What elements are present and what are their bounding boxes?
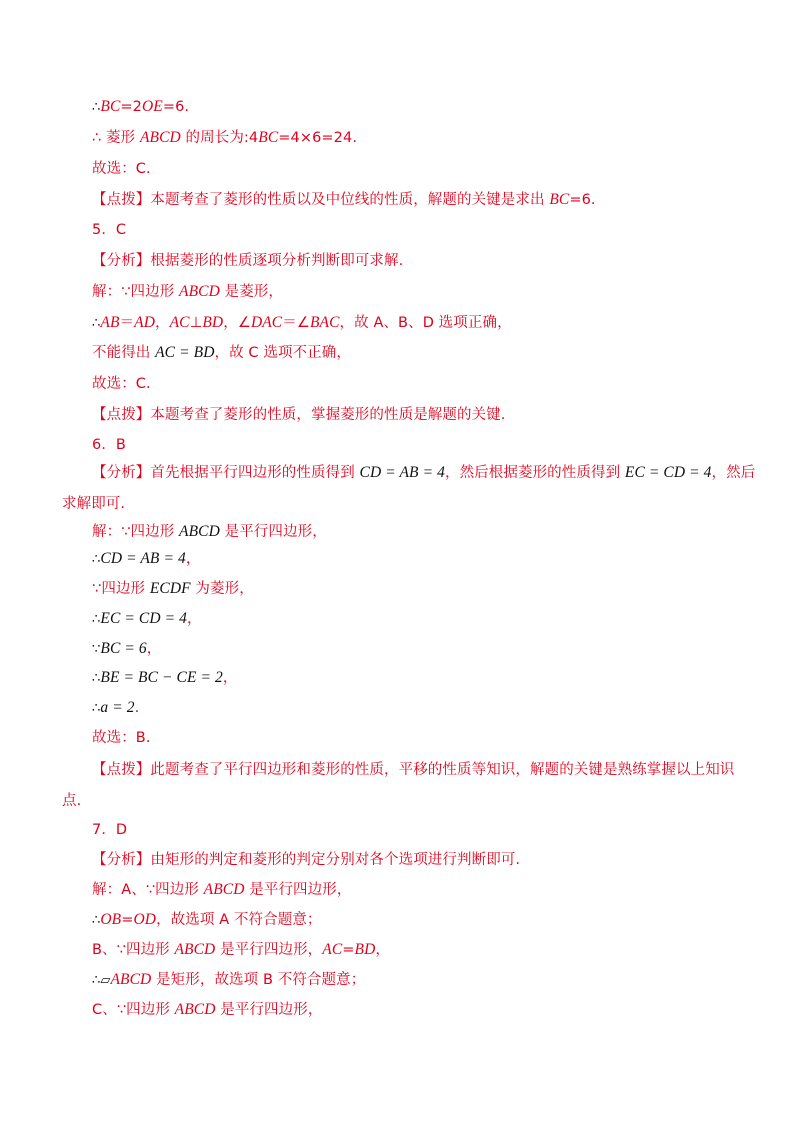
math-var: BD — [354, 941, 376, 958]
math-equation: CD = AB = 4 — [359, 464, 445, 481]
text-fragment: ，∠ — [223, 315, 251, 331]
text-fragment: ，故选项 A 不符合题意； — [156, 912, 322, 928]
analysis-line: 【分析】根据菱形的性质逐项分析判断即可求解. — [92, 253, 404, 269]
solution-line — [92, 939, 390, 961]
text-fragment: C、∵四边形 — [92, 1002, 175, 1018]
math-var: AB — [100, 314, 120, 331]
question-number: 6．B — [92, 437, 126, 453]
math-var: ABCD — [179, 283, 220, 300]
therefore-symbol: ∴ — [92, 671, 101, 686]
therefore-symbol: ∴ — [92, 552, 101, 567]
solution-line — [92, 999, 322, 1021]
tip-line: 【点拨】本题考查了菱形的性质，掌握菱形的性质是解题的关键. — [92, 407, 506, 423]
text-fragment: =6. — [162, 99, 190, 115]
text-fragment: . — [134, 700, 140, 716]
text-fragment: 是平行四边形， — [215, 942, 323, 958]
solution-line — [92, 281, 283, 303]
therefore-symbol: ∴ — [92, 913, 101, 928]
text-fragment: 是平行四边形， — [244, 882, 352, 898]
text-fragment: = — [342, 942, 355, 958]
text-fragment: ， — [375, 942, 391, 958]
math-var: ECDF — [149, 580, 191, 597]
math-equation: EC = CD = 4 — [100, 610, 187, 627]
text-fragment: 是平行四边形， — [215, 1002, 323, 1018]
text-fragment: =2 — [120, 99, 142, 115]
math-var: AC — [322, 941, 343, 958]
math-var: DAC — [250, 314, 283, 331]
text-fragment: 是平行四边形， — [219, 524, 327, 540]
answer-line: 故选：C. — [92, 376, 151, 392]
text-fragment: ＝∠ — [282, 315, 310, 331]
text-fragment: B、∵四边形 — [92, 942, 175, 958]
solution-line — [92, 312, 512, 335]
text-fragment: ， — [222, 670, 238, 686]
text-fragment: 不能得出 — [92, 345, 156, 361]
solution-line — [92, 521, 327, 543]
text-fragment: ，故 C 选项不正确， — [214, 345, 351, 361]
math-var: OD — [133, 911, 157, 928]
solution-line — [92, 342, 351, 364]
math-var: AC — [169, 314, 190, 331]
therefore-symbol: ∴ — [92, 100, 101, 115]
text-fragment: = — [121, 912, 134, 928]
solution-line — [92, 608, 202, 631]
math-equation: a = 2 — [100, 699, 135, 716]
solution-line — [92, 879, 351, 901]
tip-line: 【点拨】此题考查了平行四边形和菱形的性质，平移的性质等知识，解题的关键是熟练掌握以上知识 — [92, 762, 735, 778]
solution-line — [92, 127, 357, 149]
math-var: OE — [141, 98, 163, 115]
solution-line — [92, 578, 254, 600]
text-fragment: ，然后根据菱形的性质得到 — [444, 465, 625, 481]
text-fragment: 是矩形，故选项 B 不符合题意； — [151, 972, 366, 988]
math-var: OB — [100, 911, 122, 928]
math-equation: EC = CD = 4 — [624, 464, 712, 481]
math-var: BD — [202, 314, 224, 331]
solution-line — [92, 96, 189, 119]
text-fragment: =4×6=24. — [278, 130, 358, 146]
math-var: ABCD — [174, 1001, 216, 1018]
therefore-symbol: ∴ — [92, 316, 101, 331]
tip-line — [92, 189, 596, 211]
text-fragment: 【点拨】本题考查了菱形的性质以及中位线的性质，解题的关键是求出 — [92, 192, 550, 208]
solution-line — [92, 667, 238, 690]
math-var: ABCD — [174, 941, 216, 958]
question-number: 5．C — [92, 222, 127, 238]
math-var: AD — [134, 314, 155, 331]
text-fragment: ， — [146, 641, 162, 657]
text-fragment: ＝ — [119, 315, 135, 331]
text-fragment: ∵四边形 — [92, 581, 150, 597]
text-fragment: =6. — [569, 192, 596, 208]
math-var: ABCD — [203, 881, 245, 898]
text-fragment: ， — [185, 551, 201, 567]
text-fragment: 解：∵四边形 — [92, 284, 180, 300]
solution-line — [92, 548, 200, 571]
text-fragment: ，故 A、B、D 选项正确， — [339, 315, 512, 331]
because-symbol: ∵ — [92, 642, 101, 657]
analysis-line: 【分析】由矩形的判定和菱形的判定分别对各个选项进行判断即可. — [92, 852, 521, 868]
solution-line — [92, 638, 161, 661]
math-equation: CD = AB = 4 — [100, 550, 186, 567]
analysis-line — [92, 462, 755, 484]
therefore-parallelogram-symbol: ∴▱ — [92, 973, 111, 988]
therefore-symbol: ∴ — [92, 612, 101, 627]
math-var: BC — [100, 98, 121, 115]
solution-line — [92, 969, 365, 992]
answer-line: 故选：C. — [92, 161, 151, 177]
text-fragment: ⊥ — [189, 315, 203, 331]
math-var: BC — [549, 191, 570, 208]
math-var: BAC — [309, 314, 340, 331]
text-fragment: ∴ 菱形 — [92, 130, 140, 146]
math-equation: AC = BD — [155, 344, 215, 361]
solution-line — [92, 909, 322, 932]
text-fragment: ， — [155, 315, 170, 331]
math-var: BC — [258, 129, 279, 146]
text-fragment: 为菱形， — [190, 581, 254, 597]
tip-line-continuation: 点. — [62, 793, 82, 809]
question-number: 7．D — [92, 822, 128, 838]
math-var: ABCD — [139, 129, 181, 146]
text-fragment: 是菱形， — [219, 284, 284, 300]
math-var: ABCD — [110, 971, 152, 988]
text-fragment: ， — [186, 611, 202, 627]
solution-line — [92, 697, 139, 720]
math-equation: BE = BC − CE = 2 — [100, 669, 223, 686]
therefore-symbol: ∴ — [92, 701, 101, 716]
analysis-line-continuation: 求解即可. — [62, 496, 126, 512]
answer-line: 故选：B. — [92, 730, 151, 746]
text-fragment: 解：A、∵四边形 — [92, 882, 204, 898]
math-var: ABCD — [179, 523, 220, 540]
text-fragment: 的周长为:4 — [180, 130, 259, 146]
text-fragment: ，然后 — [711, 465, 756, 481]
text-fragment: 【分析】首先根据平行四边形的性质得到 — [92, 465, 360, 481]
text-fragment: 解：∵四边形 — [92, 524, 180, 540]
math-equation: BC = 6 — [100, 640, 147, 657]
